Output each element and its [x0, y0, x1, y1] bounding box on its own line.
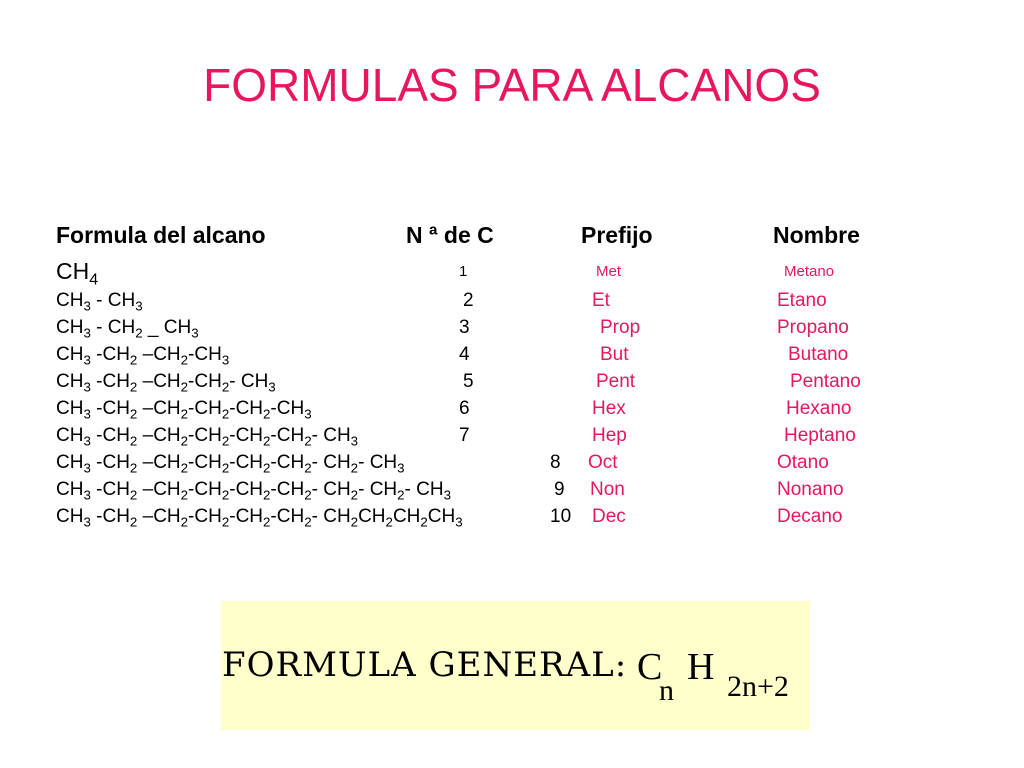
name-cell: Heptano [784, 425, 856, 446]
prefix-cell: Prop [600, 317, 641, 338]
carbon-count-cell: 2 [463, 290, 474, 311]
carbon-count-cell: 5 [463, 371, 474, 392]
general-formula-h-subscript: 2n+2 [727, 670, 789, 703]
header-name: Nombre [773, 222, 860, 248]
name-cell: Hexano [786, 398, 852, 419]
name-cell: Decano [777, 506, 843, 527]
name-cell: Otano [777, 452, 829, 473]
prefix-cell: Hex [592, 398, 626, 419]
slide-title: FORMULAS PARA ALCANOS [203, 59, 821, 111]
formula-cell: $CH_3$ $-CH_2$ $-CH_2-CH_2-CH_2-CH_2-$ $CH_2-$ $CH_3$ [56, 452, 405, 476]
name-cell: Propano [777, 317, 849, 338]
name-cell: Nonano [777, 479, 844, 500]
carbon-count-cell: 9 [554, 479, 565, 500]
prefix-cell: Dec [592, 506, 626, 527]
prefix-cell: Pent [596, 371, 636, 392]
name-cell: Metano [784, 263, 835, 280]
name-cell: Pentano [790, 371, 861, 392]
carbon-count-cell: 4 [459, 344, 470, 365]
prefix-cell: Hep [592, 425, 627, 446]
formula-cell: $CH_3$ $-CH_2$ $-CH_2-CH_2-CH_2-CH_3$ [56, 398, 312, 422]
formula-cell: $CH_3$ $-CH_2$ $-CH_2-CH_2-CH_2-CH_2-$ $CH_3$ [56, 425, 359, 449]
header-carbon-count: N ª de C [406, 222, 494, 248]
carbon-count-cell: 8 [550, 452, 561, 473]
formula-cell: $CH_4$ [56, 258, 99, 289]
carbon-count-cell: 1 [459, 263, 468, 280]
formula-cell: $CH_3$ $-CH_2$ $-CH_2-CH_2-CH_2-CH_2-$ $CH_2CH_2CH_2CH_3$ [56, 506, 463, 530]
general-formula-h: H [687, 646, 715, 688]
name-cell: Butano [788, 344, 849, 365]
prefix-cell: Met [596, 263, 622, 280]
prefix-cell: Non [590, 479, 625, 500]
header-prefix: Prefijo [581, 222, 653, 248]
formula-cell: $CH_3$ $-CH_2$ $-CH_2-CH_3$ [56, 344, 230, 368]
prefix-cell: Oct [588, 452, 618, 473]
general-formula-c-subscript: n [659, 674, 674, 707]
formula-cell: $CH_3 - CH_2$ _ $CH_3$ [56, 317, 199, 341]
prefix-cell: Et [592, 290, 610, 311]
formula-cell: $CH_3$ $-CH_2$ $-CH_2-CH_2-CH_2-CH_2-$ $CH_2-$ $CH_2-$ $CH_3$ [56, 479, 452, 503]
general-formula-c: C [637, 646, 663, 688]
carbon-count-cell: 7 [459, 425, 470, 446]
name-cell: Etano [777, 290, 827, 311]
prefix-cell: But [600, 344, 629, 365]
formula-cell: $CH_3$ $-CH_2$ $-CH_2-CH_2-$ $CH_3$ [56, 371, 276, 395]
carbon-count-cell: 3 [459, 317, 470, 338]
formula-cell: $CH_3 - CH_3$ [56, 290, 143, 314]
carbon-count-cell: 10 [550, 506, 572, 527]
header-formula: Formula del alcano [56, 222, 266, 248]
general-formula-label: FORMULA GENERAL: [222, 645, 628, 685]
carbon-count-cell: 6 [459, 398, 470, 419]
